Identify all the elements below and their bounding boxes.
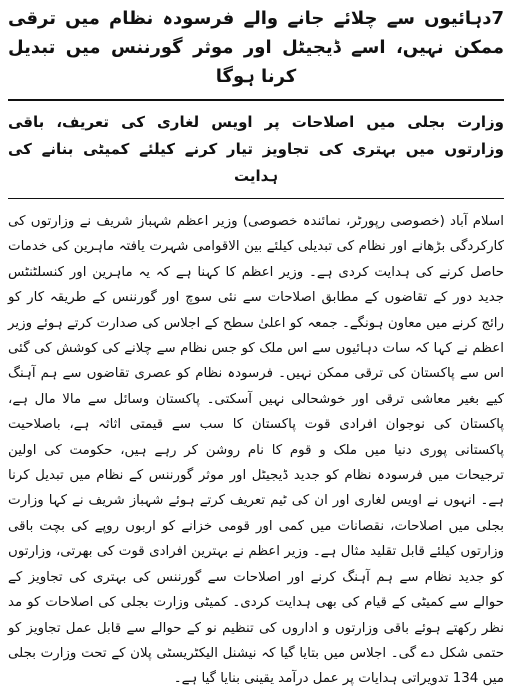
headline-divider: [8, 99, 504, 101]
subheadline-divider: [8, 198, 504, 199]
article-body: اسلام آباد (خصوصی رپورٹر، نمائندہ خصوصی) وزیر اعظم شہباز شریف نے وزارتوں کی کارکردگی بڑھانے اور نظام کی تبدیلی کیلئے بین الاقوامی شہرت یافتہ ماہرین کی خدمات حاصل کرنے کی ہدایت کردی ہے۔ وزیر اعظم کا کہنا ہے کہ یہ ماہرین اور کنسلٹنٹس جدید دور کے تقاضوں کے مطابق اصلاحات سے نئی سوچ اور گورننس کے طریقہ کار کو رائج کرنے میں معاون ہونگے۔ جمعہ کو اعلیٰ سطح کے اجلاس کی صدارت کرتے ہوئے وزیر اعظم نے کہا کہ سات دہائیوں سے اس ملک کو جس نظام سے چلانے کی کوشش کی گئی اس سے پاکستان کی ترقی ممکن نہیں۔ فرسودہ نظام کو عصری تقاضوں سے ہم آہنگ کیے بغیر معاشی ترقی اور خوشحالی نہیں آسکتی۔ پاکستان وسائل سے مالا مال ہے، پاکستان کی نوجوان افرادی قوت پاکستان کا سب سے قیمتی اثاثہ ہے، باصلاحیت پاکستانی پوری دنیا میں ملک و قوم کا نام روشن کر رہے ہیں، حکومت کی اولین ترجیحات میں فرسودہ نظام کو جدید ڈیجیٹل اور موثر گورننس کے نظام میں تبدیل کرنا ہے۔ انہوں نے اویس لغاری اور ان کی ٹیم تعریف کرتے ہوئے شہباز شریف نے کہا وزارت بجلی میں اصلاحات، نقصانات میں کمی اور قومی خزانے کو اربوں روپے کی بچت باقی وزارتوں کیلئے قابل تقلید مثال ہے۔ وزیر اعظم نے بہترین افرادی قوت کی بھرتی، وزارتوں کو جدید نظام سے ہم آہنگ کرنے اور اصلاحات سے گورننس کی بہتری کی تجاویز کے حوالے سے کمیٹی کے قیام کی بھی ہدایت کردی۔ کمیٹی وزارت بجلی کی اصلاحات کو مد نظر رکھتے ہوئے باقی وزارتوں و اداروں کی تنظیم نو کے حوالے سے قابل عمل تجاویز کو حتمی شکل دے گی۔ اجلاس میں بتایا گیا کہ نیشنل الیکٹریسٹی پلان کے تحت وزارت بجلی میں 134 تدویراتی ہدایات پر عمل درآمد یقینی بنایا گیا ہے۔: [8, 214, 504, 687]
subheadline: وزارت بجلی میں اصلاحات پر اویس لغاری کی تعریف، باقی وزارتوں میں بہتری کی تجاویز تیار کرنے کیلئے کمیٹی بنانے کی ہدایت: [8, 113, 504, 185]
headline: 7دہائیوں سے چلائے جانے والے فرسودہ نظام میں ترقی ممکن نہیں، اسے ڈیجیٹل اور موثر گورننس میں تبدیل کرنا ہوگا: [8, 8, 504, 87]
